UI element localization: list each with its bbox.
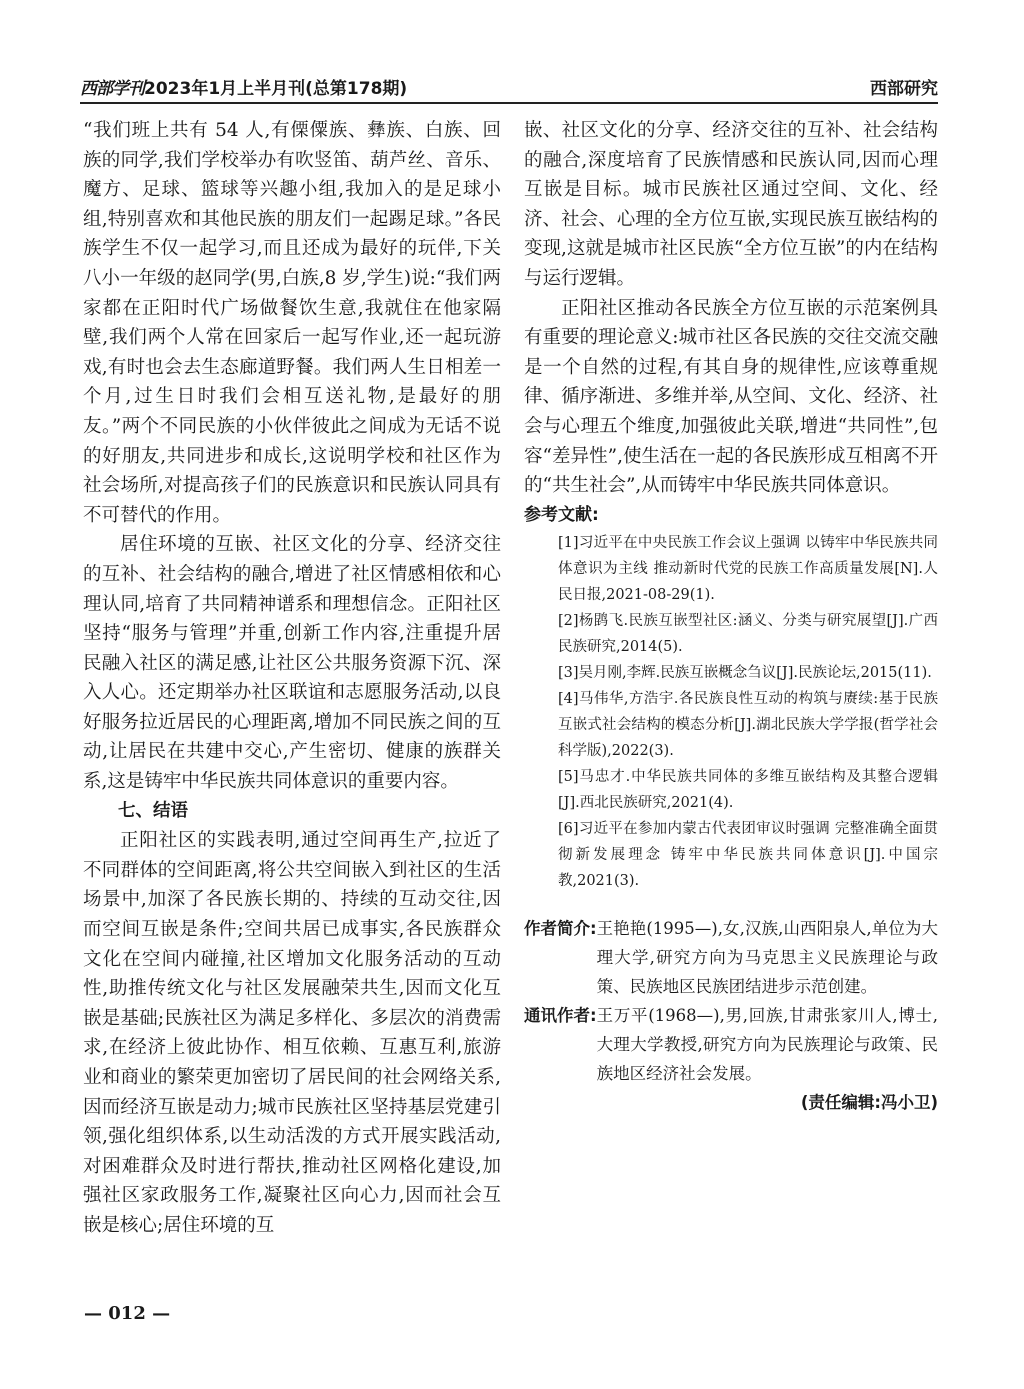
journal-logo: 西部学刊 [80, 79, 144, 99]
reference-item: [5]马忠才.中华民族共同体的多维互嵌结构及其整合逻辑[J].西北民族研究,2021(4). [558, 769, 938, 812]
corresponding-author-label: 通讯作者: [524, 1006, 597, 1026]
responsible-editor: (责任编辑:冯小卫) [800, 1093, 938, 1113]
corresponding-author [524, 1001, 938, 1088]
body-paragraph: “我们班上共有 54 人,有傈僳族、彝族、白族、回族的同学,我们学校举办有吹竖笛、葫芦丝、音乐、魔方、足球、篮球等兴趣小组,我加入的是足球小组,特别喜欢和其他民族的朋友们一起踢足球。”各民族学生不仅一起学习,而且还成为最好的玩伴,下关八小一年级的赵同学(男,白族,8 岁,学生)说:“我们两家都在正阳时代广场做餐饮生意,我就住在他家隔壁,我们两个人常在回家后一起写作业,还一起玩游戏,有时也会去生态廊道野餐。我们两人生日相差一个月,过生日时我们会相互送礼物,是最好的朋友。”两个不同民族的小伙伴彼此之间成为无话不说的好朋友,共同进步和成长,这说明学校和社区作为社会场所,对提高孩子们的民族意识和民族认同具有不可替代的作用。 [83, 120, 501, 526]
left-column [83, 116, 501, 1241]
author-bio-text: 王艳艳(1995—),女,汉族,山西阳泉人,单位为大理大学,研究方向为马克思主义民族理论与政策、民族地区民族团结进步示范创建。 [596, 919, 938, 997]
body-paragraph: 正阳社区的实践表明,通过空间再生产,拉近了不同群体的空间距离,将公共空间嵌入到社区的生活场景中,加深了各民族长期的、持续的互动交往,因而空间互嵌是条件;空间共居已成事实,各民族群众文化在空间内碰撞,社区增加文化服务活动的互动性,助推传统文化与社区发展融荣共生,因而文化互嵌是基础;民族社区为满足多样化、多层次的消费需求,在经济上彼此协作、相互依赖、互惠互利,旅游业和商业的繁荣更加密切了居民间的社会网络关系,因而经济互嵌是动力;城市民族社区坚持基层党建引领,强化组织体系,以生动活泼的方式开展实践活动,对困难群众及时进行帮扶,推动社区网格化建设,加强社区家政服务工作,凝聚社区向心力,因而社会互嵌是核心;居住环境的互 [83, 830, 501, 1236]
journal-masthead [80, 74, 407, 99]
reference-item: [2]杨鹍飞.民族互嵌型社区:涵义、分类与研究展望[J].广西民族研究,2014(5). [558, 613, 938, 656]
corresponding-author-text: 王万平(1968—),男,回族,甘肃张家川人,博士,大理大学教授,研究方向为民族理论与政策、民族地区经济社会发展。 [596, 1006, 938, 1084]
section-heading: 七、结语 [118, 800, 188, 821]
issue-info: 2023年1月上半月刊(总第178期) [144, 79, 408, 99]
author-bio-label: 作者简介: [524, 919, 597, 939]
reference-item: [6]习近平在参加内蒙古代表团审议时强调 完整准确全面贯彻新发展理念 铸牢中华民族共同体意识[J].中国宗教,2021(3). [558, 821, 938, 890]
section-title: 西部研究 [870, 79, 938, 99]
body-paragraph: 嵌、社区文化的分享、经济交往的互补、社会结构的融合,深度培育了民族情感和民族认同,因而心理互嵌是目标。城市民族社区通过空间、文化、经济、社会、心理的全方位互嵌,实现民族互嵌结构的变现,这就是城市社区民族“全方位互嵌”的内在结构与运行逻辑。 [524, 120, 938, 289]
body-paragraph: 正阳社区推动各民族全方位互嵌的示范案例具有重要的理论意义:城市社区各民族的交往交流交融是一个自然的过程,有其自身的规律性,应该尊重规律、循序渐进、多维并举,从空间、文化、经济、社会与心理五个维度,加强彼此关联,增进“共同性”,包容“差异性”,使生活在一起的各民族形成互相离不开的“共生社会”,从而铸牢中华民族共同体意识。 [524, 297, 938, 497]
references-title: 参考文献: [524, 504, 599, 525]
reference-item: [1]习近平在中央民族工作会议上强调 以铸牢中华民族共同体意识为主线 推动新时代党的民族工作高质量发展[N].人民日报,2021-08-29(1). [558, 535, 938, 604]
page-header [80, 72, 938, 104]
body-paragraph: 居住环境的互嵌、社区文化的分享、经济交往的互补、社会结构的融合,增进了社区情感相依和心理认同,培育了共同精神谱系和理想信念。正阳社区坚持“服务与管理”并重,创新工作内容,注重提升居民融入社区的满足感,让社区公共服务资源下沉、深入人心。还定期举办社区联谊和志愿服务活动,以良好服务拉近居民的心理距离,增加不同民族之间的互动,让居民在共建中交心,产生密切、健康的族群关系,这是铸牢中华民族共同体意识的重要内容。 [83, 534, 501, 793]
right-column [524, 116, 938, 1117]
page-number: — 012 — [84, 1303, 171, 1324]
reference-item: [3]吴月刚,李辉.民族互嵌概念刍议[J].民族论坛,2015(11). [558, 665, 932, 682]
author-bio [524, 914, 938, 1001]
reference-item: [4]马伟华,方浩宇.各民族良性互动的构筑与赓续:基于民族互嵌式社会结构的模态分析[J].湖北民族大学学报(哲学社会科学版),2022(3). [558, 691, 938, 760]
